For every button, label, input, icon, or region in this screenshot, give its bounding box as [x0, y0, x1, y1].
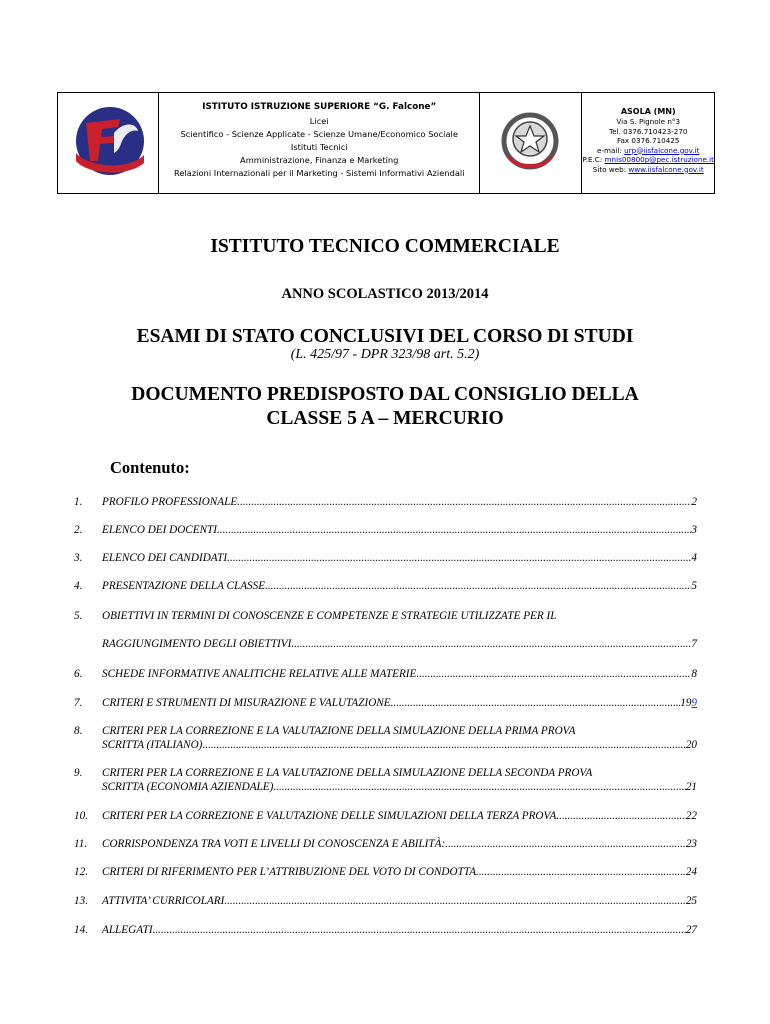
- toc-page: 5: [691, 580, 697, 592]
- toc-page: 21: [685, 781, 697, 793]
- toc-text: ELENCO DEI CANDIDATI: [102, 552, 228, 564]
- toc-page: 25: [685, 895, 697, 907]
- institute-title: ISTITUTO ISTRUZIONE SUPERIORE “G. Falcone”: [202, 102, 437, 112]
- law-reference: (L. 425/97 - DPR 323/98 art. 5.2): [290, 347, 480, 362]
- toc-leader: [202, 739, 685, 751]
- toc-entry[interactable]: [74, 838, 697, 854]
- toc-page: 27: [685, 924, 697, 936]
- class-document-title-line: CLASSE 5 A – MERCURIO: [266, 408, 504, 429]
- toc-number: 4.: [74, 580, 83, 592]
- toc-text: CRITERI PER LA CORREZIONE E LA VALUTAZIONE DELLA SIMULAZIONE DELLA PRIMA PROVA: [102, 725, 576, 737]
- school-year: ANNO SCOLASTICO 2013/2014: [281, 286, 489, 302]
- toc-page: 8: [691, 668, 697, 680]
- toc-number: 3.: [74, 552, 83, 564]
- toc-number: 14.: [74, 924, 88, 936]
- toc-page: 7: [691, 638, 697, 650]
- toc-text: CRITERI PER LA CORREZIONE E VALUTAZIONE DELLE SIMULAZIONI DELLA TERZA PROVA: [102, 810, 557, 822]
- toc-page: 3: [691, 524, 697, 536]
- toc-number: 6.: [74, 668, 83, 680]
- toc-number: 9.: [74, 767, 83, 779]
- email-link[interactable]: urp@iisfalcone.gov.it: [624, 145, 700, 155]
- institute-line: Licei: [309, 116, 329, 126]
- toc-entry[interactable]: [74, 668, 697, 684]
- toc-page: 22: [685, 810, 697, 822]
- website-row: Sito web: www.iisfalcone.gov.it: [592, 164, 704, 174]
- toc-number: 8.: [74, 725, 83, 737]
- toc-text: OBIETTIVI IN TERMINI DI CONOSCENZE E COMPETENZE E STRATEGIE UTILIZZATE PER IL: [102, 610, 557, 622]
- address: Via S. Pignole n°3: [616, 117, 681, 126]
- toc-entry[interactable]: [74, 866, 697, 882]
- toc-leader: [416, 668, 691, 680]
- toc-entry[interactable]: [74, 697, 697, 713]
- toc-leader: [556, 810, 685, 822]
- document-title: ISTITUTO TECNICO COMMERCIALE: [210, 236, 560, 257]
- toc-page: 24: [685, 866, 697, 878]
- toc-entry[interactable]: [74, 924, 697, 940]
- contents-heading: Contenuto:: [110, 458, 190, 477]
- toc-text: CORRISPONDENZA TRA VOTI E LIVELLI DI CONOSCENZA E ABILITÀ:: [102, 838, 446, 850]
- toc-entry[interactable]: [74, 496, 697, 512]
- toc-entry[interactable]: [74, 524, 697, 540]
- toc-entry[interactable]: [74, 610, 697, 654]
- toc-text: CRITERI DI RIFERIMENTO PER L’ATTRIBUZIONE DEL VOTO DI CONDOTTA: [102, 866, 477, 878]
- toc-number: 10.: [74, 810, 88, 822]
- toc-entry[interactable]: [74, 580, 697, 596]
- telephone: Tel. 0376.710423-270: [609, 126, 688, 136]
- toc-entry[interactable]: [74, 895, 697, 911]
- toc-text: CRITERI PER LA CORREZIONE E LA VALUTAZIONE DELLA SIMULAZIONE DELLA SECONDA PROVA: [102, 767, 593, 779]
- school-logo-cell: [58, 93, 159, 193]
- pec-link[interactable]: mnis00800p@pec.istruzione.it: [604, 155, 714, 164]
- toc-leader: [237, 496, 691, 508]
- class-document-title-line: DOCUMENTO PREDISPOSTO DAL CONSIGLIO DELLA: [131, 384, 639, 405]
- institute-line: Scientifico - Scienze Applicate - Scienze Umane/Economico Sociale: [180, 129, 458, 139]
- toc-page: 4: [691, 552, 697, 564]
- toc-text-continued: RAGGIUNGIMENTO DEGLI OBIETTIVI: [102, 638, 292, 650]
- toc-leader: [273, 781, 685, 793]
- pec-row: P.E.C: mnis00800p@pec.istruzione.it: [582, 155, 714, 164]
- institute-line: Relazioni Internazionali per il Marketing - Sistemi Informativi Aziendali: [173, 168, 465, 178]
- toc-text: PROFILO PROFESSIONALE: [102, 496, 238, 508]
- class-document-title: [0, 383, 770, 431]
- toc-text: CRITERI E STRUMENTI DI MISURAZIONE E VALUTAZIONE: [102, 697, 391, 709]
- toc-page: 23: [685, 838, 697, 850]
- toc-leader: [227, 552, 691, 564]
- toc-page-extra: 9: [691, 697, 697, 709]
- toc-number: 11.: [74, 838, 88, 850]
- letterhead: [57, 92, 715, 194]
- fax: Fax 0376.710425: [617, 136, 680, 145]
- toc-number: 13.: [74, 895, 88, 907]
- toc-page: 19: [680, 697, 692, 709]
- toc-text-continued: SCRITTA (ECONOMIA AZIENDALE): [102, 781, 274, 793]
- toc-leader: [265, 580, 691, 592]
- toc-leader: [291, 638, 691, 650]
- toc-text: ATTIVITA’ CURRICOLARI: [102, 895, 225, 907]
- toc-leader: [217, 524, 691, 536]
- toc-number: 7.: [74, 697, 83, 709]
- contact-info: [582, 93, 714, 193]
- website-link[interactable]: www.iisfalcone.gov.it: [628, 164, 704, 174]
- toc-leader: [391, 697, 681, 709]
- toc-entry[interactable]: [74, 552, 697, 568]
- toc-leader: [445, 838, 686, 850]
- toc-page: 2: [691, 496, 697, 508]
- exam-title: ESAMI DI STATO CONCLUSIVI DEL CORSO DI STUDI: [136, 326, 634, 347]
- toc-number: 12.: [74, 866, 88, 878]
- toc-leader: [476, 866, 686, 878]
- emblem-cell: [480, 93, 582, 193]
- toc-leader: [224, 895, 685, 907]
- toc-number: 1.: [74, 496, 83, 508]
- toc-page: 20: [685, 739, 697, 751]
- toc-number: 2.: [74, 524, 83, 536]
- toc-leader: [153, 924, 686, 936]
- institute-line: Istituti Tecnici: [290, 142, 348, 152]
- republic-emblem-icon: [480, 93, 581, 193]
- toc-number: 5.: [74, 610, 83, 622]
- toc-entry[interactable]: [74, 810, 697, 826]
- school-logo-icon: [58, 93, 158, 193]
- email-row: e-mail: urp@iisfalcone.gov.it: [597, 145, 700, 155]
- toc-text-continued: SCRITTA (ITALIANO): [102, 739, 203, 751]
- toc-entry[interactable]: [74, 767, 697, 797]
- toc-text: ELENCO DEI DOCENTI: [102, 524, 217, 536]
- toc-entry[interactable]: [74, 725, 697, 755]
- institute-info: [159, 93, 480, 193]
- toc-text: SCHEDE INFORMATIVE ANALITICHE RELATIVE ALLE MATERIE: [102, 668, 417, 680]
- toc-text: ALLEGATI: [102, 924, 153, 936]
- city: ASOLA (MN): [620, 107, 676, 116]
- toc-text: PRESENTAZIONE DELLA CLASSE: [102, 580, 266, 592]
- institute-line: Amministrazione, Finanza e Marketing: [240, 155, 399, 165]
